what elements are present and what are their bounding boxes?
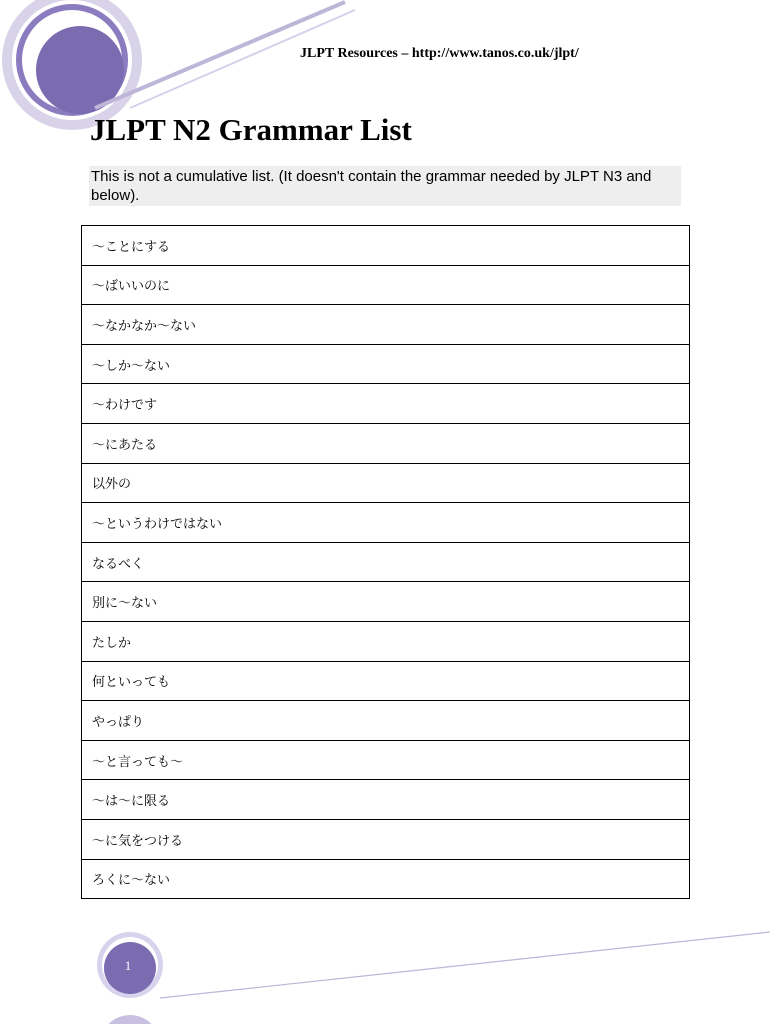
table-row xyxy=(82,423,690,463)
header-circles-graphic xyxy=(2,0,142,130)
table-row xyxy=(82,859,690,899)
page-number: 1 xyxy=(124,958,132,973)
grammar-item: ～にあたる xyxy=(82,423,690,463)
grammar-item: 別に～ない xyxy=(82,582,690,622)
table-row xyxy=(82,384,690,424)
grammar-item: 何といっても xyxy=(82,661,690,701)
subtitle-note: This is not a cumulative list. (It doesn't contain the grammar needed by JLPT N3 and below). xyxy=(89,166,681,206)
grammar-item: ～は～に限る xyxy=(82,780,690,820)
table-row xyxy=(82,265,690,305)
grammar-table xyxy=(81,225,690,899)
table-row xyxy=(82,819,690,859)
footer-diagonal-line xyxy=(160,932,770,998)
grammar-item: 以外の xyxy=(82,463,690,503)
grammar-item: ～ばいいのに xyxy=(82,265,690,305)
grammar-item: ～わけです xyxy=(82,384,690,424)
grammar-item: ～ことにする xyxy=(82,226,690,266)
grammar-item: やっぱり xyxy=(82,701,690,741)
grammar-item: ～というわけではない xyxy=(82,503,690,543)
grammar-item: なるべく xyxy=(82,542,690,582)
table-row xyxy=(82,344,690,384)
table-row xyxy=(82,226,690,266)
table-row xyxy=(82,305,690,345)
page-title: JLPT N2 Grammar List xyxy=(90,112,412,147)
grammar-item: ～しか～ない xyxy=(82,344,690,384)
table-row xyxy=(82,661,690,701)
grammar-item: ～に気をつける xyxy=(82,819,690,859)
grammar-item: ～と言っても～ xyxy=(82,740,690,780)
table-row xyxy=(82,780,690,820)
table-row xyxy=(82,503,690,543)
table-row xyxy=(82,740,690,780)
table-row xyxy=(82,463,690,503)
table-row xyxy=(82,621,690,661)
grammar-item: たしか xyxy=(82,621,690,661)
table-row xyxy=(82,542,690,582)
table-row xyxy=(82,701,690,741)
footer-circles-graphic xyxy=(97,932,163,1024)
table-row xyxy=(82,582,690,622)
grammar-item: ～なかなか～ない xyxy=(82,305,690,345)
grammar-item: ろくに～ない xyxy=(82,859,690,899)
header-resource-link[interactable]: JLPT Resources – http://www.tanos.co.uk/jlpt/ xyxy=(300,46,579,61)
